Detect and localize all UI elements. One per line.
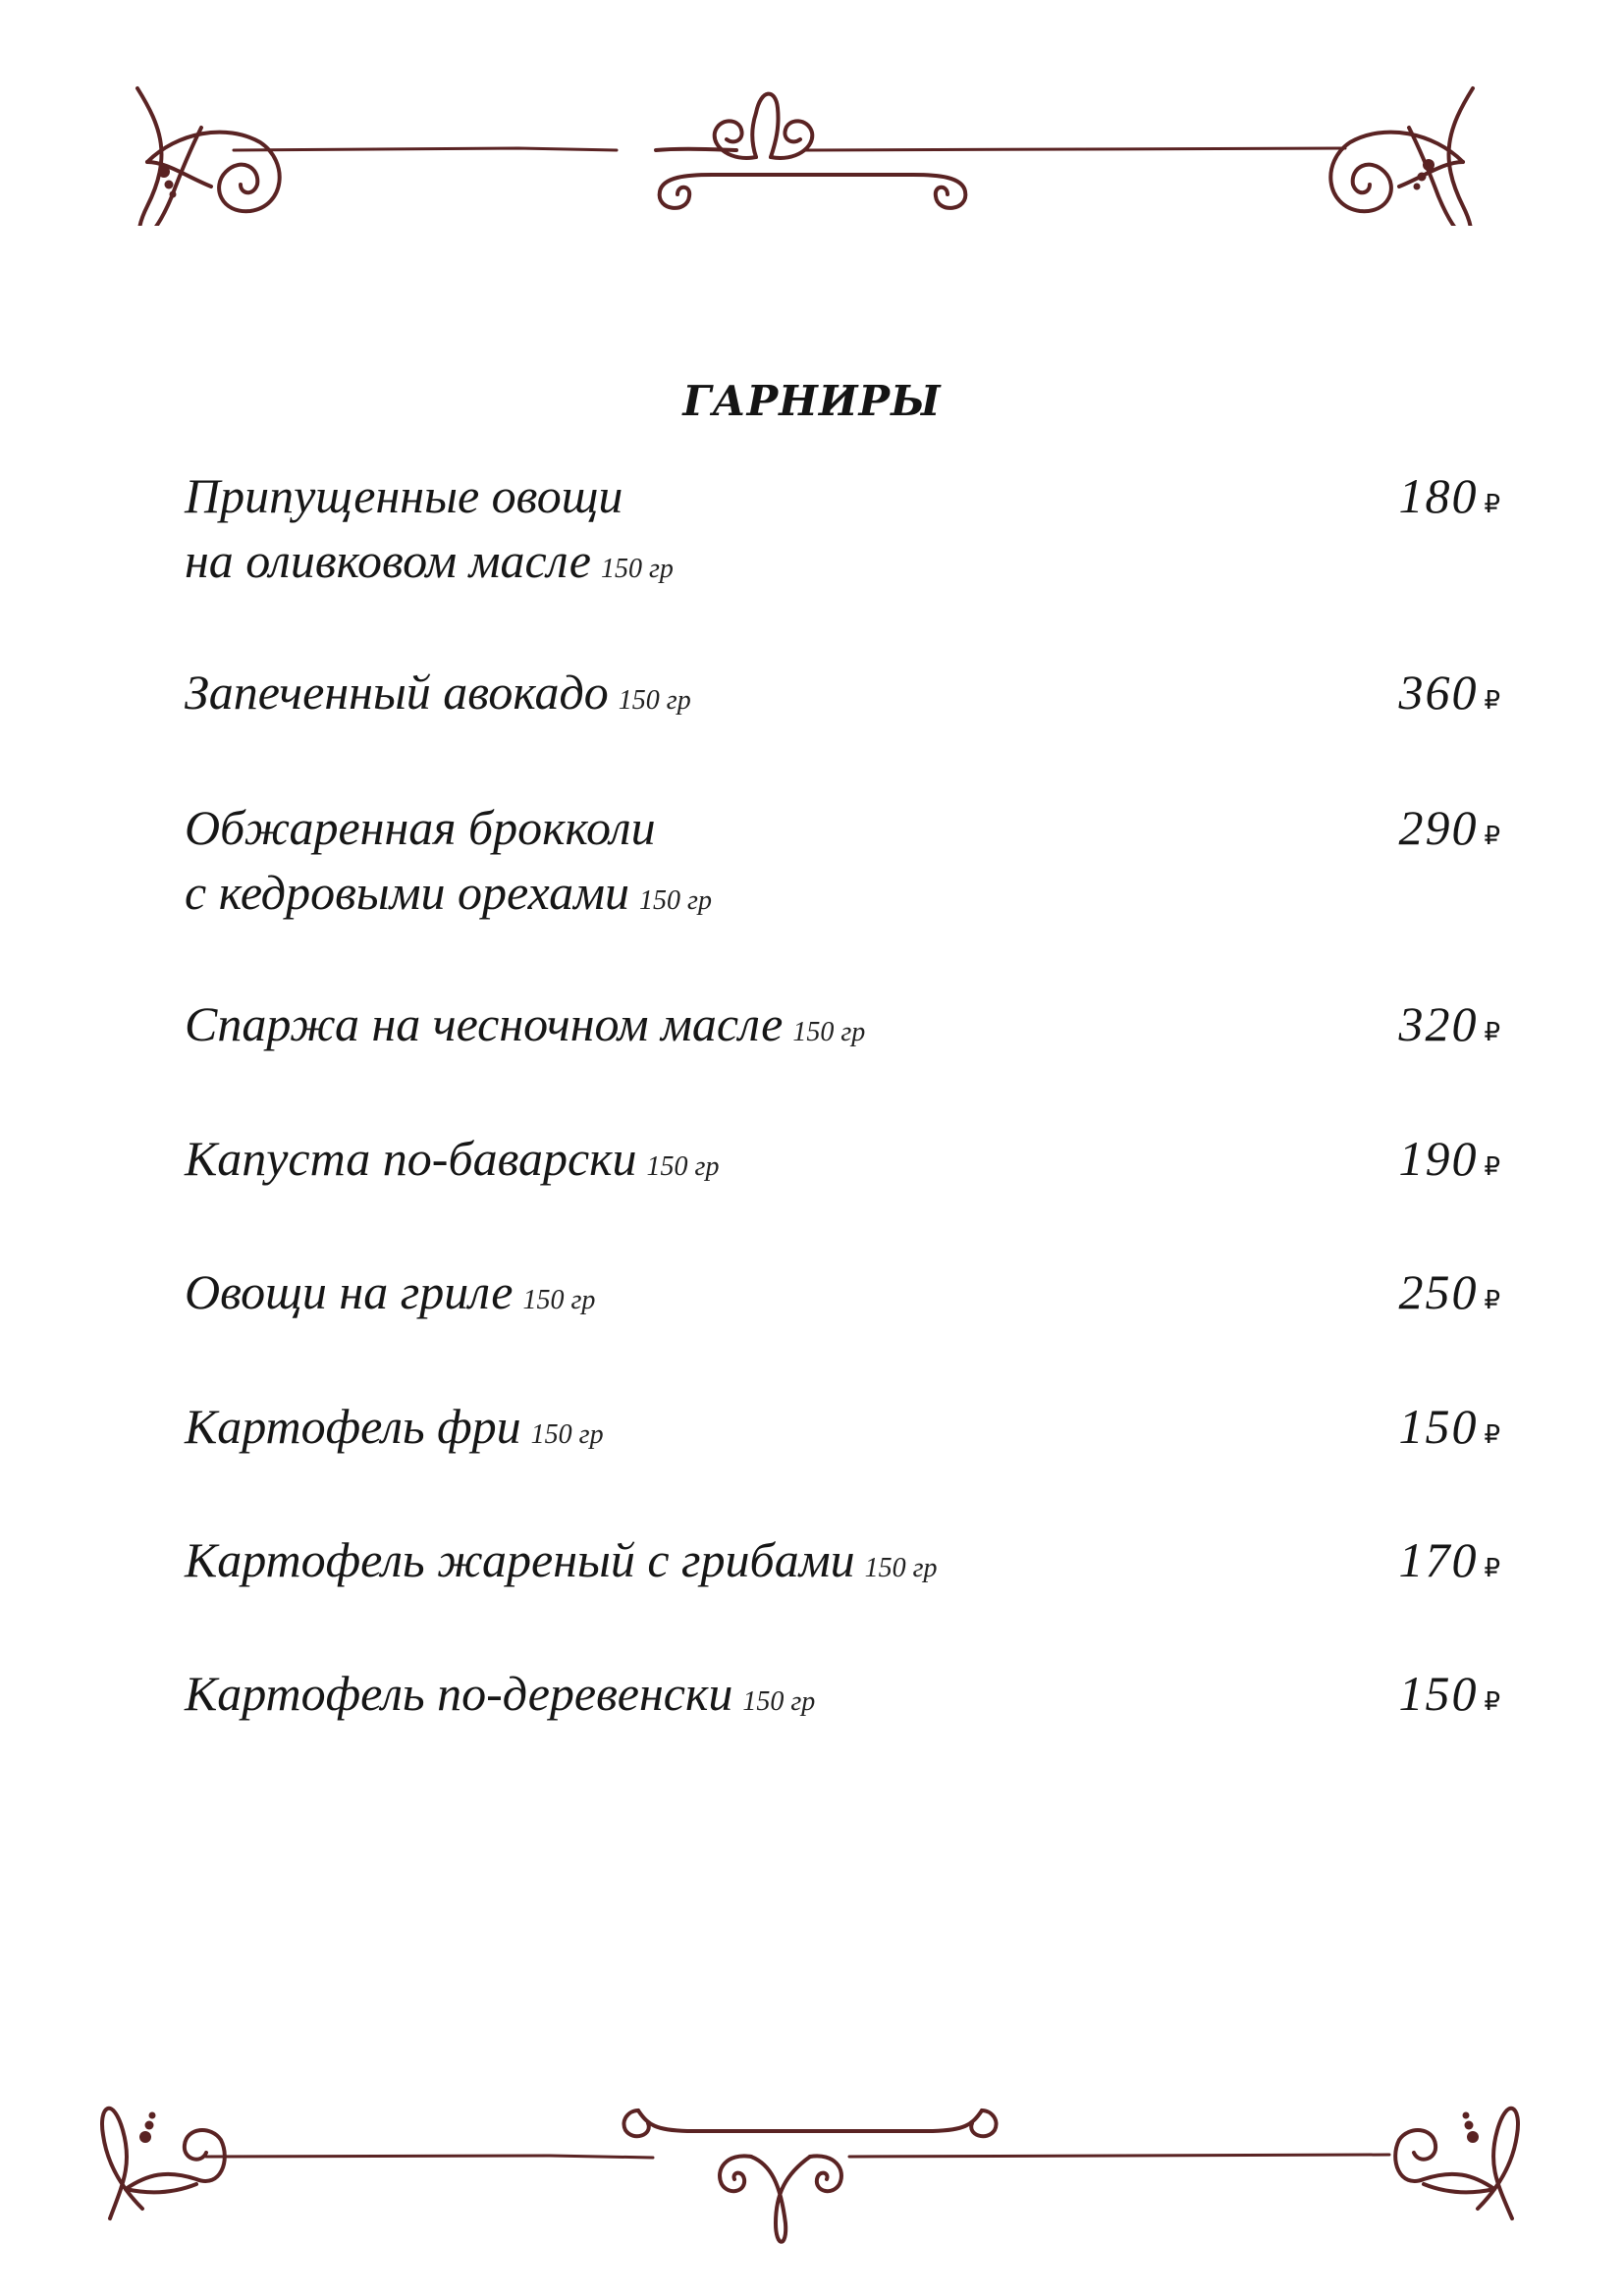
menu-item <box>185 1527 1502 1601</box>
ruble-icon: ₽ <box>1484 1018 1502 1046</box>
bottom-ornament-divider <box>0 2086 1624 2263</box>
corner-flourish-left-icon <box>102 2109 225 2218</box>
item-price: 360 ₽ <box>1398 665 1502 720</box>
item-name-line1: Капуста по-баварски <box>185 1131 637 1186</box>
item-name-line2: на оливковом масле <box>185 533 591 588</box>
menu-item <box>185 1126 1502 1200</box>
ruble-icon: ₽ <box>1484 686 1502 715</box>
item-price: 250 ₽ <box>1398 1264 1502 1319</box>
menu-item <box>185 1394 1502 1468</box>
top-ornament-divider <box>0 49 1624 226</box>
item-weight: 150 гр <box>600 554 674 584</box>
item-weight: 150 гр <box>522 1285 596 1315</box>
section-title: ГАРНИРЫ <box>682 377 942 425</box>
item-price: 290 ₽ <box>1398 800 1502 855</box>
center-flourish-icon <box>623 2110 1389 2242</box>
menu-item <box>185 463 1502 602</box>
corner-flourish-right-icon <box>1330 88 1473 226</box>
ruble-icon: ₽ <box>1484 490 1502 518</box>
line-left <box>234 148 617 150</box>
item-name-line1: Спаржа на чесночном масле <box>185 996 784 1051</box>
ruble-icon: ₽ <box>1484 822 1502 850</box>
item-name-line1: Запеченный авокадо <box>185 665 609 720</box>
menu-item <box>185 1661 1502 1735</box>
item-price: 180 ₽ <box>1398 468 1502 523</box>
menu-item <box>185 795 1502 934</box>
menu-item <box>185 1259 1502 1333</box>
item-name-line1: Картофель по-деревенски <box>185 1666 733 1721</box>
item-name-line1: Припущенные овощи <box>185 468 623 523</box>
item-name-line1: Картофель фри <box>185 1399 521 1454</box>
item-price: 190 ₽ <box>1398 1131 1502 1186</box>
ruble-icon: ₽ <box>1484 1420 1502 1449</box>
ruble-icon: ₽ <box>1484 1152 1502 1181</box>
item-price: 150 ₽ <box>1398 1399 1502 1454</box>
center-flourish-icon <box>656 94 1345 208</box>
item-weight: 150 гр <box>646 1151 720 1182</box>
item-weight: 150 гр <box>864 1553 938 1583</box>
menu-item <box>185 660 1502 733</box>
item-name-line2: с кедровыми орехами <box>185 865 630 920</box>
menu-item <box>185 991 1502 1065</box>
item-name-line1: Обжаренная брокколи <box>185 800 656 855</box>
item-price: 320 ₽ <box>1398 996 1502 1051</box>
item-price: 150 ₽ <box>1398 1666 1502 1721</box>
item-name-line1: Овощи на гриле <box>185 1264 514 1319</box>
ruble-icon: ₽ <box>1484 1554 1502 1582</box>
item-price: 170 ₽ <box>1398 1532 1502 1587</box>
item-weight: 150 гр <box>530 1419 604 1450</box>
item-weight: 150 гр <box>792 1017 866 1047</box>
item-name-line1: Картофель жареный с грибами <box>185 1532 855 1587</box>
corner-flourish-right-icon <box>1395 2109 1518 2218</box>
corner-flourish-left-icon <box>137 88 280 226</box>
ruble-icon: ₽ <box>1484 1286 1502 1314</box>
item-weight: 150 гр <box>618 685 691 716</box>
ruble-icon: ₽ <box>1484 1687 1502 1716</box>
item-weight: 150 гр <box>639 885 712 916</box>
item-weight: 150 гр <box>742 1686 816 1717</box>
